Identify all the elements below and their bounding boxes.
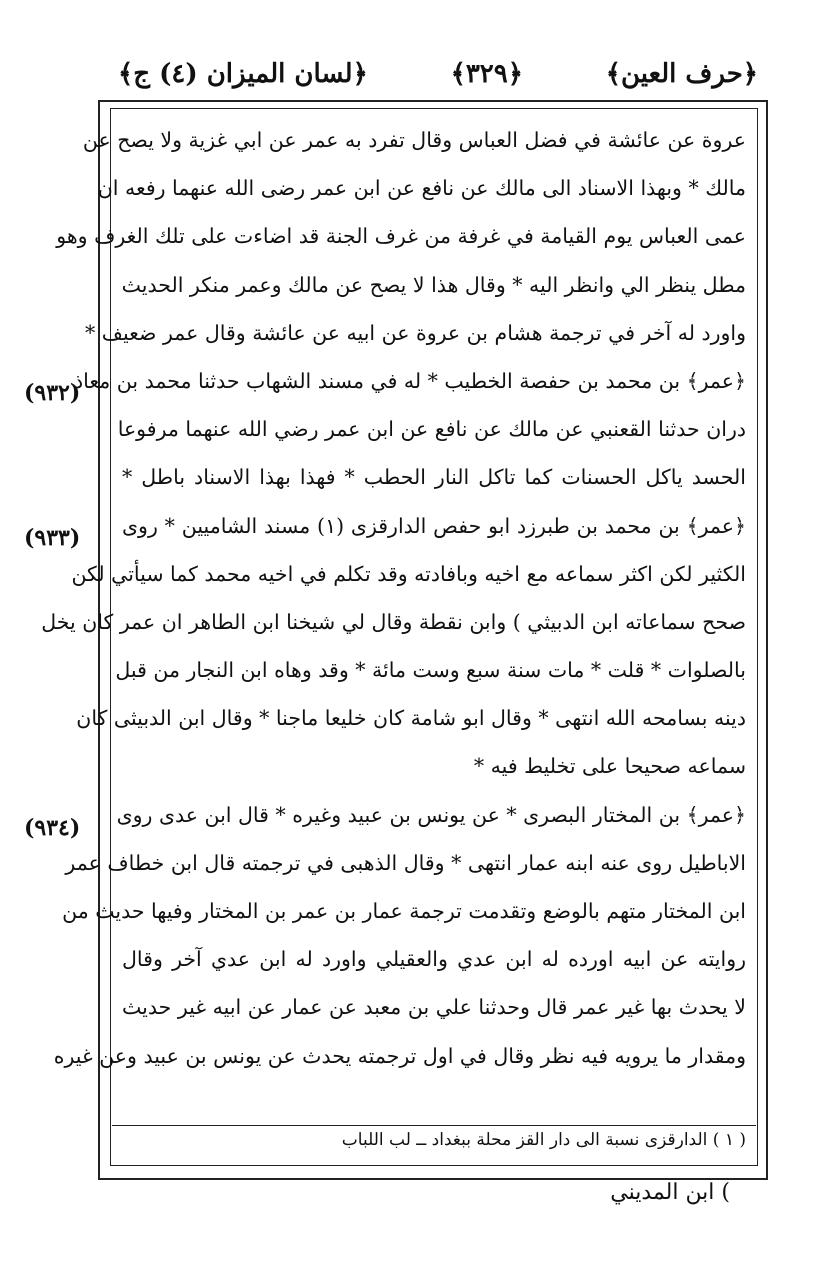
header-page-number: ﴿٣٢٩﴾ [450,59,523,89]
text-line: روايته عن ابيه اورده له ابن عدي والعقيلي واورد له ابن عدي آخر وقال [122,947,746,972]
entry-number: (٩٣٣) [24,525,81,551]
footnote-separator [112,1125,756,1126]
page-header [118,52,758,96]
text-line: ومقدار ما يرويه فيه نظر وقال في اول ترجمته يحدث عن يونس بن عبيد وعن غيره [53,1043,746,1068]
header-chapter: ﴿حرف العين﴾ [605,59,758,89]
text-line: عمى العباس يوم القيامة في غرفة من غرف الجنة قد اضاءت على تلك الغرف وهو [56,224,746,249]
text-line: سماعه صحيحا على تخليط فيه * [473,754,746,779]
text-line: ﴿عمر﴾ بن محمد بن حفصة الخطيب * له في مسند الشهاب حدثنا محمد بن معاذ [74,368,746,393]
text-line: دينه بسامحه الله انتهى * وقال ابو شامة كان خليعا ماجنا * وقال ابن الدبيثى كان [76,706,746,731]
bottom-note: ) ابن المديني [610,1180,730,1205]
text-line: ﴿عمر﴾ بن محمد بن طبرزد ابو حفص الدارقزى (١) مسند الشاميين * روى [122,513,747,538]
text-line: صحح سماعاته ابن الدبيثي ) وابن نقطة وقال لي شيخنا ابن الطاهر ان عمر كان يخل [41,609,746,634]
text-line: بالصلوات * قلت * مات سنة سبع وست مائة * وقد وهاه ابن النجار من قبل [115,658,746,683]
text-line: واورد له آخر في ترجمة هشام بن عروة عن ابيه عن عائشة وقال عمر ضعيف * [84,320,746,345]
text-line: ابن المختار متهم بالوضع وتقدمت ترجمة عمار بن عمر بن المختار وفيها حديث من [62,899,746,923]
entry-number: (٩٣٢) [24,380,81,406]
text-line: دران حدثنا القعنبي عن مالك عن نافع عن ابن عمر رضي الله عنهما مرفوعا [117,417,746,442]
text-line: ﴿عمر﴾ بن المختار البصرى * عن يونس بن عبيد وغيره * قال ابن عدى روى [116,802,746,827]
text-line: الكثير لكن اكثر سماعه مع اخيه وبافادته وقد تكلم في اخيه محمد كما سيأتي لكن [71,561,746,586]
entry-number: (٩٣٤) [24,815,81,841]
text-line: عروة عن عائشة في فضل العباس وقال تفرد به عمر عن ابي غزية ولا يصح عن [82,128,746,152]
text-line: مطل ينظر الي وانظر اليه * وقال هذا لا يصح عن مالك وعمر منكر الحديث [121,272,746,297]
text-line: لا يحدث بها غير عمر قال وحدثنا علي بن معبد عن عمار عن ابيه غير حديث [122,995,746,1020]
text-line: الاباطيل روى عنه ابنه عمار انتهى * وقال الذهبى في ترجمته قال ابن خطاف عمر [65,850,746,875]
footnote: ( ١ ) الدارقزى نسبة الى دار القز محلة ببغداد ــ لب اللباب [341,1130,746,1150]
text-line: الحسد ياكل الحسنات كما تاكل النار الحطب * فهذا بهذا الاسناد باطل * [122,465,746,490]
header-book-title: ﴿لسان الميزان (٤) ج﴾ [118,59,368,89]
text-line: مالك * وبهذا الاسناد الى مالك عن نافع عن ابن عمر رضى الله عنهما رفعه ان [97,176,746,201]
